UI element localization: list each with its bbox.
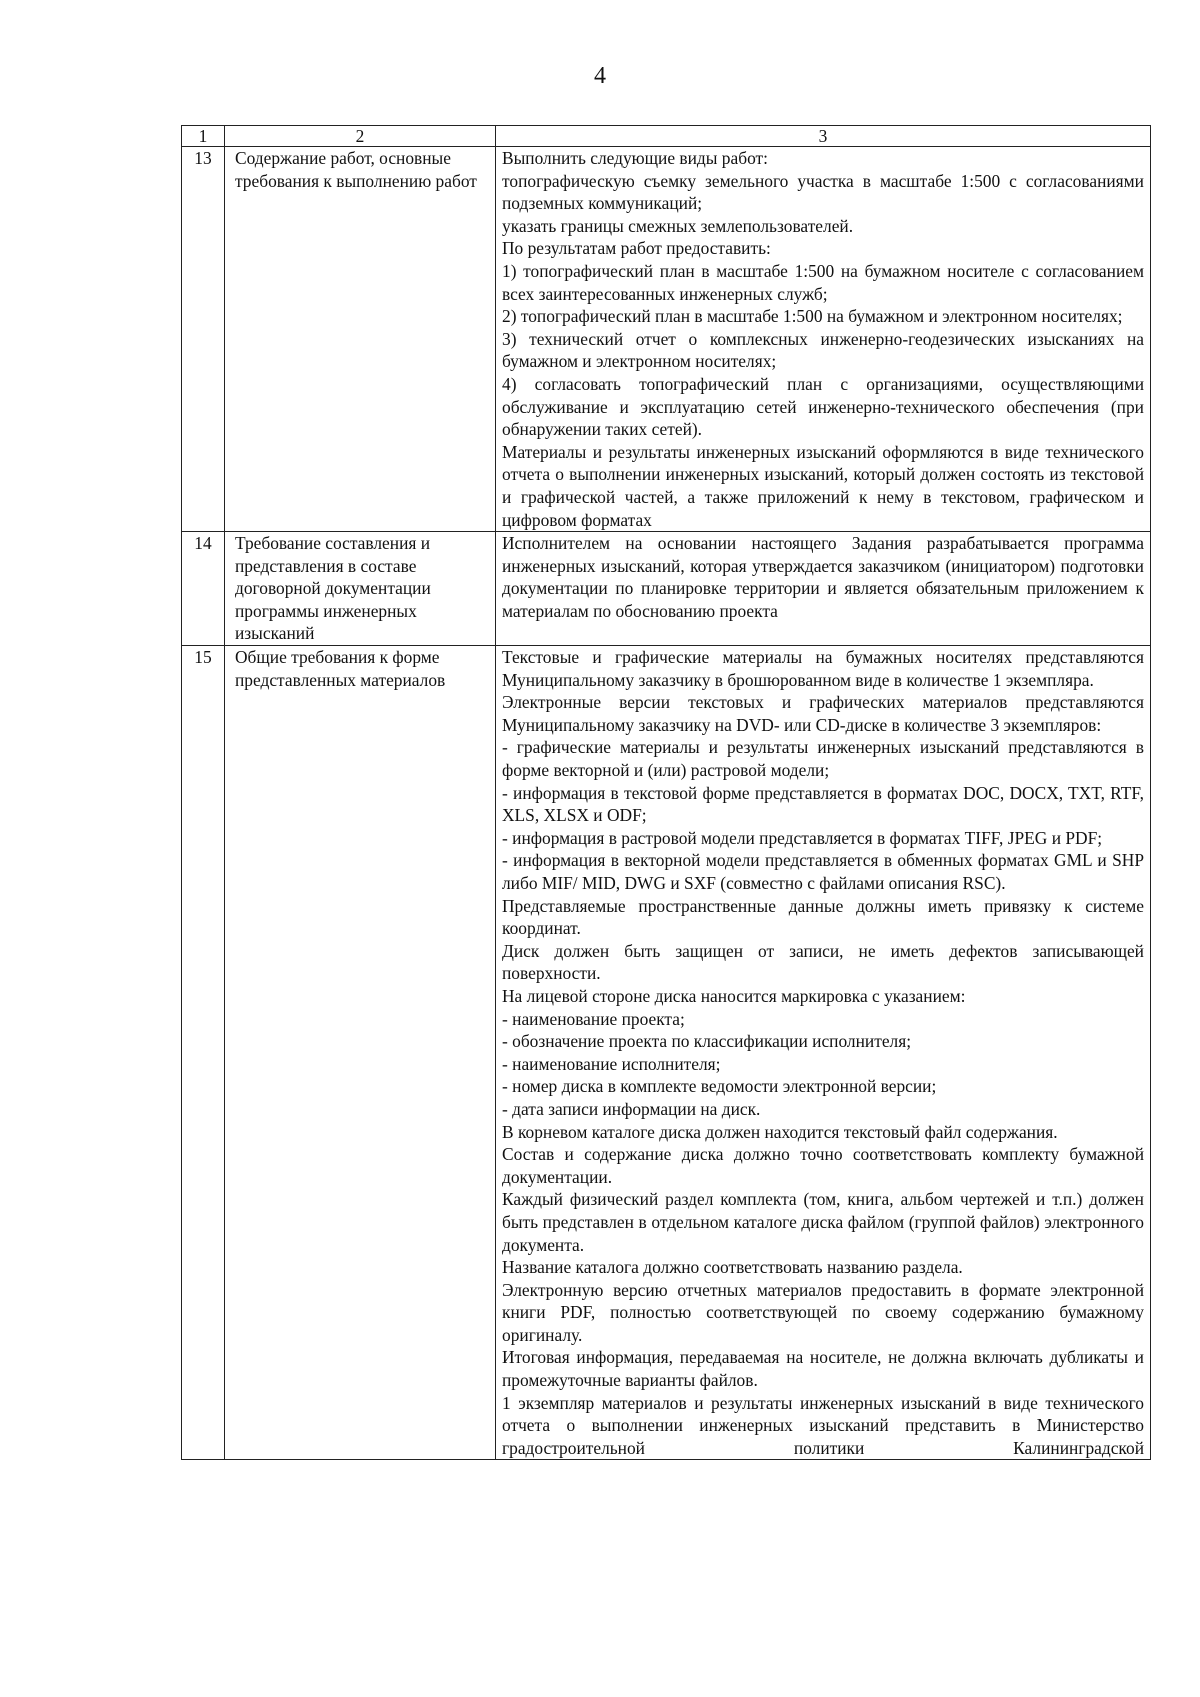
content-paragraph: Электронную версию отчетных материалов предоставить в формате электронной книги PDF, полностью соответствующей по своему содержанию бумажному оригиналу. bbox=[502, 1279, 1144, 1345]
page-number: 4 bbox=[594, 63, 606, 89]
content-paragraph: - наименование исполнителя; bbox=[502, 1053, 721, 1074]
row-number: 15 bbox=[182, 646, 225, 1460]
row-content bbox=[496, 147, 1151, 532]
content-paragraph: Текстовые и графические материалы на бумажных носителях представляются Муниципальному заказчику в брошюрованном виде в количестве 1 экземпляра. bbox=[502, 647, 1144, 690]
table-row bbox=[182, 147, 1151, 532]
content-paragraph: - наименование проекта; bbox=[502, 1008, 685, 1029]
content-paragraph: 4) согласовать топографический план с организациями, осуществляющими обслуживание и эксплуатацию сетей инженерно-технического обеспечения (при обнаружении таких сетей). bbox=[502, 373, 1144, 440]
row-title: Общие требования к форме представленных материалов bbox=[225, 646, 496, 1460]
content-paragraph: Диск должен быть защищен от записи, не иметь дефектов записывающей поверхности. bbox=[502, 940, 1144, 984]
content-paragraph: Итоговая информация, передаваемая на носителе, не должна включать дубликаты и промежуточные варианты файлов. bbox=[502, 1347, 1144, 1391]
row-number: 13 bbox=[182, 147, 225, 532]
column-header-2: 2 bbox=[225, 126, 496, 147]
content-paragraph: Выполнить следующие виды работ: bbox=[502, 148, 768, 168]
column-header-1: 1 bbox=[182, 126, 225, 147]
table-row bbox=[182, 532, 1151, 646]
row-title: Содержание работ, основные требования к выполнению работ bbox=[225, 147, 496, 532]
row-number: 14 bbox=[182, 532, 225, 646]
content-paragraph: В корневом каталоге диска должен находится текстовый файл содержания. bbox=[502, 1121, 1058, 1142]
content-paragraph: Исполнителем на основании настоящего Задания разрабатывается программа инженерных изысканий, которая утверждается заказчиком (инициатором) подготовки документации по планировке территории и является обязательным приложением к материалам по обоснованию проекта bbox=[502, 533, 1144, 621]
content-paragraph: - информация в текстовой форме представляется в форматах DOC, DOCX, TXT, RTF, XLS, XLSX и ODF; bbox=[502, 782, 1144, 826]
content-paragraph: 2) топографический план в масштабе 1:500 на бумажном и электронном носителях; bbox=[502, 306, 1123, 327]
content-paragraph: - обозначение проекта по классификации исполнителя; bbox=[502, 1031, 912, 1052]
content-paragraph: Электронные версии текстовых и графических материалов представляются Муниципальному заказчику на DVD- или CD-диске в количестве 3 экземпляров: bbox=[502, 692, 1144, 735]
content-paragraph: Представляемые пространственные данные должны иметь привязку к системе координат. bbox=[502, 895, 1144, 939]
row-title: Требование составления и представления в составе договорной документации программы инженерных изысканий bbox=[225, 532, 496, 646]
content-paragraph: 1 экземпляр материалов и результаты инженерных изысканий в виде технического отчета о выполнении инженерных изысканий представить в Министерство градостроительной политики Калининградской bbox=[502, 1392, 1144, 1458]
content-paragraph: Материалы и результаты инженерных изысканий оформляются в виде технического отчета о выполнении инженерных изысканий, который должен состоять из текстовой и графической частей, а также приложений к нему в текстовом, графическом и цифровом форматах bbox=[502, 441, 1144, 530]
content-paragraph: 1) топографический план в масштабе 1:500 на бумажном носителе с согласованием всех заинтересованных инженерных служб; bbox=[502, 260, 1144, 304]
content-paragraph: - информация в векторной модели представляется в обменных форматах GML и SHP либо MIF/ MID, DWG и SXF (совместно с файлами описания RSC). bbox=[502, 850, 1144, 893]
row-content bbox=[496, 532, 1151, 646]
content-paragraph: - графические материалы и результаты инженерных изысканий представляются в форме векторной и (или) растровой модели; bbox=[502, 737, 1144, 781]
content-paragraph: указать границы смежных землепользователей. bbox=[502, 215, 854, 236]
content-paragraph: - информация в растровой модели представляется в форматах TIFF, JPEG и PDF; bbox=[502, 827, 1103, 848]
content-paragraph: Название каталога должно соответствовать названию раздела. bbox=[502, 1257, 963, 1278]
table-header-row bbox=[182, 126, 1151, 147]
content-paragraph: Состав и содержание диска должно точно соответствовать комплекту бумажной документации. bbox=[502, 1144, 1144, 1187]
content-paragraph: На лицевой стороне диска наносится маркировка с указанием: bbox=[502, 985, 966, 1006]
content-paragraph: - дата записи информации на диск. bbox=[502, 1098, 761, 1119]
content-paragraph: - номер диска в комплекте ведомости электронной версии; bbox=[502, 1076, 937, 1097]
requirements-table bbox=[181, 125, 1151, 1460]
content-paragraph: Каждый физический раздел комплекта (том, книга, альбом чертежей и т.п.) должен быть представлен в отдельном каталоге диска файлом (группой файлов) электронного документа. bbox=[502, 1189, 1144, 1255]
content-paragraph: 3) технический отчет о комплексных инженерно-геодезических изысканиях на бумажном и электронном носителях; bbox=[502, 328, 1144, 372]
row-content bbox=[496, 646, 1151, 1460]
table-row bbox=[182, 646, 1151, 1460]
content-paragraph: топографическую съемку земельного участка в масштабе 1:500 с согласованиями подземных коммуникаций; bbox=[502, 170, 1144, 214]
content-paragraph: По результатам работ предоставить: bbox=[502, 238, 771, 259]
column-header-3: 3 bbox=[496, 126, 1151, 147]
